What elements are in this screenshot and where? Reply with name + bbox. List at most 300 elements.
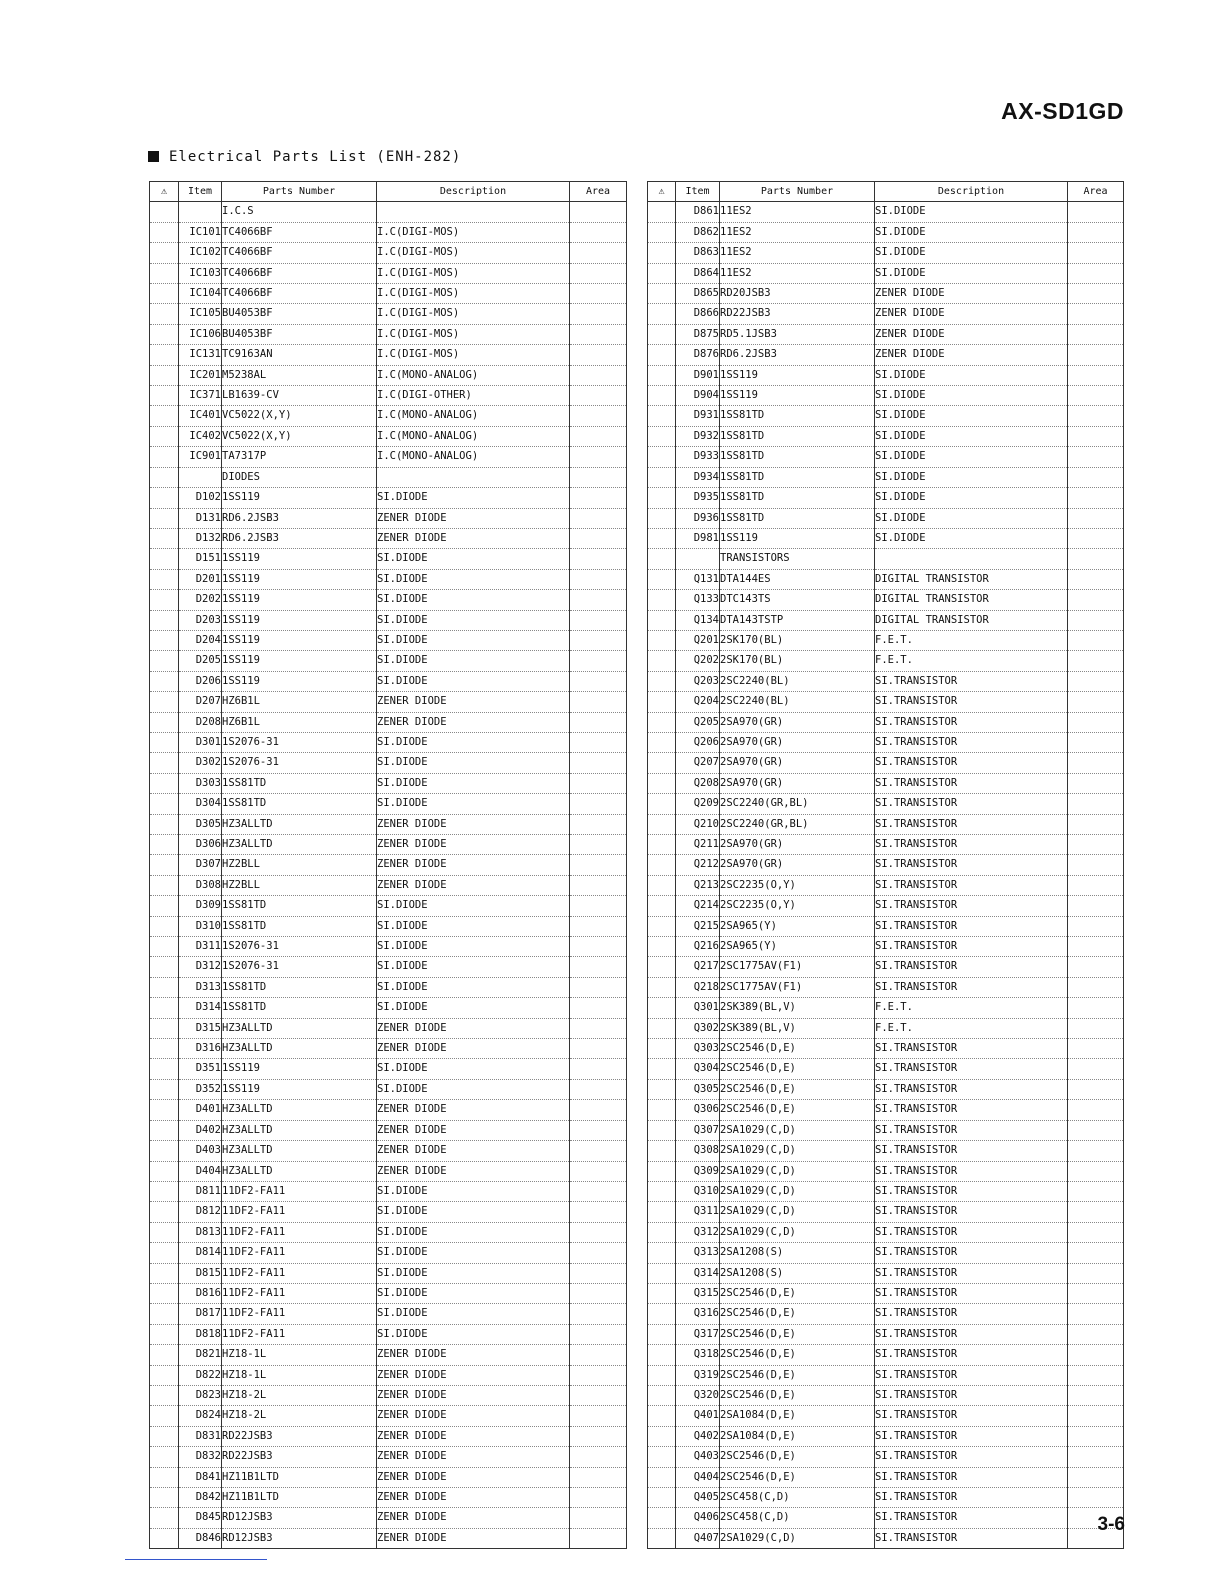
parts-number-cell: VC5022(X,Y) xyxy=(222,406,377,426)
safety-cell xyxy=(648,569,676,589)
table-row xyxy=(648,447,1124,467)
table-row xyxy=(150,712,627,732)
area-cell xyxy=(570,1467,627,1487)
safety-cell xyxy=(150,202,179,222)
description-cell: SI.DIODE xyxy=(377,732,570,752)
description-cell: I.C(DIGI-MOS) xyxy=(377,263,570,283)
area-cell xyxy=(570,794,627,814)
safety-cell xyxy=(648,1283,676,1303)
parts-number-cell: I.C.S xyxy=(222,202,377,222)
area-cell xyxy=(570,1161,627,1181)
item-cell: Q210 xyxy=(676,814,720,834)
description-cell: SI.DIODE xyxy=(377,671,570,691)
item-cell: D865 xyxy=(676,284,720,304)
table-row xyxy=(150,835,627,855)
safety-cell xyxy=(150,243,179,263)
parts-number-cell: RD22JSB3 xyxy=(222,1426,377,1446)
description-cell: DIGITAL TRANSISTOR xyxy=(875,590,1068,610)
table-row xyxy=(648,610,1124,630)
item-cell xyxy=(676,549,720,569)
table-row xyxy=(150,304,627,324)
safety-cell xyxy=(150,406,179,426)
table-row xyxy=(150,610,627,630)
table-row xyxy=(648,1181,1124,1201)
item-cell: D863 xyxy=(676,243,720,263)
area-cell xyxy=(570,1059,627,1079)
item-cell: D132 xyxy=(179,528,222,548)
area-column-header: Area xyxy=(1068,182,1124,202)
item-cell: D206 xyxy=(179,671,222,691)
table-row xyxy=(648,1222,1124,1242)
table-row xyxy=(150,1018,627,1038)
item-cell: D813 xyxy=(179,1222,222,1242)
parts-number-cell: HZ2BLL xyxy=(222,875,377,895)
table-row xyxy=(150,773,627,793)
safety-cell xyxy=(150,1141,179,1161)
table-header-row xyxy=(648,182,1124,202)
item-cell: Q214 xyxy=(676,896,720,916)
description-cell: SI.TRANSISTOR xyxy=(875,1120,1068,1140)
area-cell xyxy=(1068,467,1124,487)
area-cell xyxy=(1068,263,1124,283)
description-cell: SI.TRANSISTOR xyxy=(875,916,1068,936)
table-row xyxy=(648,1059,1124,1079)
table-row xyxy=(150,1079,627,1099)
safety-cell xyxy=(648,773,676,793)
page-number: 3-6 xyxy=(1097,1514,1125,1535)
description-cell: ZENER DIODE xyxy=(377,1467,570,1487)
description-cell: SI.TRANSISTOR xyxy=(875,1528,1068,1548)
area-cell xyxy=(570,651,627,671)
item-cell: Q307 xyxy=(676,1120,720,1140)
parts-number-cell: 2SC2546(D,E) xyxy=(720,1324,875,1344)
area-cell xyxy=(570,875,627,895)
item-cell: Q404 xyxy=(676,1467,720,1487)
safety-cell xyxy=(648,1324,676,1344)
area-cell xyxy=(1068,569,1124,589)
parts-number-cell: DIODES xyxy=(222,467,377,487)
area-cell xyxy=(1068,651,1124,671)
parts-number-cell: HZ3ALLTD xyxy=(222,1141,377,1161)
parts-number-cell: 1S2076-31 xyxy=(222,753,377,773)
parts-number-cell: HZ6B1L xyxy=(222,692,377,712)
safety-cell xyxy=(150,1324,179,1344)
parts-number-cell: HZ18-1L xyxy=(222,1365,377,1385)
safety-cell xyxy=(150,753,179,773)
item-cell: Q215 xyxy=(676,916,720,936)
item-cell: Q134 xyxy=(676,610,720,630)
safety-cell xyxy=(150,1059,179,1079)
safety-cell xyxy=(648,651,676,671)
item-cell: D864 xyxy=(676,263,720,283)
safety-cell xyxy=(648,467,676,487)
item-cell: D304 xyxy=(179,794,222,814)
safety-cell xyxy=(648,692,676,712)
area-cell xyxy=(1068,528,1124,548)
item-cell: Q211 xyxy=(676,835,720,855)
parts-number-cell: 11ES2 xyxy=(720,263,875,283)
parts-number-cell: TRANSISTORS xyxy=(720,549,875,569)
description-cell: SI.TRANSISTOR xyxy=(875,692,1068,712)
safety-cell xyxy=(150,1243,179,1263)
parts-number-cell: HZ3ALLTD xyxy=(222,1161,377,1181)
description-cell: ZENER DIODE xyxy=(377,1365,570,1385)
area-cell xyxy=(570,692,627,712)
safety-cell xyxy=(150,1100,179,1120)
parts-number-cell: 1SS119 xyxy=(222,1079,377,1099)
table-row xyxy=(648,569,1124,589)
description-column-header: Description xyxy=(875,182,1068,202)
area-cell xyxy=(570,1243,627,1263)
safety-cell xyxy=(150,447,179,467)
area-cell xyxy=(570,1079,627,1099)
item-cell: Q405 xyxy=(676,1488,720,1508)
area-cell xyxy=(1068,753,1124,773)
safety-cell xyxy=(150,937,179,957)
area-cell xyxy=(570,937,627,957)
parts-number-cell: 2SC2546(D,E) xyxy=(720,1467,875,1487)
description-column-header: Description xyxy=(377,182,570,202)
table-row xyxy=(150,937,627,957)
description-cell: ZENER DIODE xyxy=(377,508,570,528)
parts-number-cell: 2SC2546(D,E) xyxy=(720,1059,875,1079)
parts-number-cell: 2SA970(GR) xyxy=(720,712,875,732)
parts-number-cell: 1SS81TD xyxy=(222,977,377,997)
item-cell: IC201 xyxy=(179,365,222,385)
safety-cell xyxy=(150,222,179,242)
table-row xyxy=(150,222,627,242)
description-cell: ZENER DIODE xyxy=(377,1447,570,1467)
description-cell: SI.DIODE xyxy=(377,753,570,773)
parts-number-cell: 2SA970(GR) xyxy=(720,855,875,875)
parts-number-cell: 2SC2546(D,E) xyxy=(720,1345,875,1365)
safety-cell xyxy=(648,1120,676,1140)
area-cell xyxy=(1068,1447,1124,1467)
item-cell: IC104 xyxy=(179,284,222,304)
item-cell: IC105 xyxy=(179,304,222,324)
safety-cell xyxy=(648,610,676,630)
description-cell: F.E.T. xyxy=(875,998,1068,1018)
item-cell: D202 xyxy=(179,590,222,610)
area-cell xyxy=(570,1488,627,1508)
parts-number-cell: 1SS119 xyxy=(720,365,875,385)
item-cell: D352 xyxy=(179,1079,222,1099)
parts-number-cell: 11DF2-FA11 xyxy=(222,1324,377,1344)
description-cell: ZENER DIODE xyxy=(875,304,1068,324)
description-cell: SI.DIODE xyxy=(377,590,570,610)
description-cell: ZENER DIODE xyxy=(875,345,1068,365)
description-cell: SI.DIODE xyxy=(377,977,570,997)
item-cell: D401 xyxy=(179,1100,222,1120)
parts-number-cell: 1SS119 xyxy=(222,1059,377,1079)
parts-number-cell: 1SS119 xyxy=(222,569,377,589)
description-cell xyxy=(377,202,570,222)
table-row xyxy=(150,794,627,814)
safety-cell xyxy=(150,590,179,610)
parts-number-cell: 11DF2-FA11 xyxy=(222,1243,377,1263)
safety-cell xyxy=(648,1508,676,1528)
description-cell: SI.TRANSISTOR xyxy=(875,1385,1068,1405)
item-cell: D931 xyxy=(676,406,720,426)
safety-cell xyxy=(150,630,179,650)
safety-cell xyxy=(648,835,676,855)
item-cell: Q208 xyxy=(676,773,720,793)
description-cell: SI.TRANSISTOR xyxy=(875,1406,1068,1426)
safety-cell xyxy=(648,304,676,324)
safety-cell xyxy=(150,610,179,630)
item-cell: D814 xyxy=(179,1243,222,1263)
parts-table-left xyxy=(149,181,627,1549)
description-cell: SI.TRANSISTOR xyxy=(875,896,1068,916)
area-cell xyxy=(570,569,627,589)
section-row xyxy=(150,467,627,487)
table-row xyxy=(648,386,1124,406)
parts-number-cell: 2SC2235(O,Y) xyxy=(720,896,875,916)
table-row xyxy=(648,1467,1124,1487)
table-header-row xyxy=(150,182,627,202)
safety-cell xyxy=(648,222,676,242)
item-cell: Q303 xyxy=(676,1039,720,1059)
safety-cell xyxy=(648,814,676,834)
safety-cell xyxy=(648,1528,676,1548)
area-cell xyxy=(570,1283,627,1303)
table-row xyxy=(150,1059,627,1079)
description-cell: SI.DIODE xyxy=(377,937,570,957)
parts-number-cell: BU4053BF xyxy=(222,304,377,324)
parts-number-cell: 1SS81TD xyxy=(222,896,377,916)
area-cell xyxy=(570,447,627,467)
parts-number-cell: HZ3ALLTD xyxy=(222,814,377,834)
parts-number-cell: 2SC2235(O,Y) xyxy=(720,875,875,895)
description-cell: SI.TRANSISTOR xyxy=(875,753,1068,773)
description-cell: SI.TRANSISTOR xyxy=(875,1508,1068,1528)
safety-cell xyxy=(648,488,676,508)
area-cell xyxy=(1068,324,1124,344)
parts-number-cell: 1SS81TD xyxy=(720,488,875,508)
description-cell: SI.DIODE xyxy=(875,365,1068,385)
parts-number-cell: RD6.2JSB3 xyxy=(222,508,377,528)
item-cell: D204 xyxy=(179,630,222,650)
area-cell xyxy=(1068,345,1124,365)
area-cell xyxy=(1068,1304,1124,1324)
item-cell: D845 xyxy=(179,1508,222,1528)
parts-number-cell: DTC143TS xyxy=(720,590,875,610)
table-row xyxy=(150,671,627,691)
area-cell xyxy=(570,1304,627,1324)
safety-cell xyxy=(150,1406,179,1426)
table-row xyxy=(648,773,1124,793)
parts-number-cell: RD22JSB3 xyxy=(222,1447,377,1467)
description-cell: SI.DIODE xyxy=(875,528,1068,548)
area-cell xyxy=(1068,1345,1124,1365)
item-cell: D311 xyxy=(179,937,222,957)
table-row xyxy=(648,1100,1124,1120)
safety-cell xyxy=(648,365,676,385)
description-cell: SI.TRANSISTOR xyxy=(875,712,1068,732)
description-cell: ZENER DIODE xyxy=(377,855,570,875)
item-cell: Q401 xyxy=(676,1406,720,1426)
item-cell: D831 xyxy=(179,1426,222,1446)
area-cell xyxy=(570,304,627,324)
description-cell: SI.DIODE xyxy=(377,896,570,916)
table-row xyxy=(648,998,1124,1018)
area-cell xyxy=(1068,998,1124,1018)
description-cell: ZENER DIODE xyxy=(377,1100,570,1120)
parts-number-cell: TC4066BF xyxy=(222,263,377,283)
item-cell: Q403 xyxy=(676,1447,720,1467)
safety-cell xyxy=(648,1304,676,1324)
table-row xyxy=(648,814,1124,834)
safety-cell xyxy=(648,916,676,936)
table-row xyxy=(150,324,627,344)
safety-cell xyxy=(648,426,676,446)
parts-number-cell: VC5022(X,Y) xyxy=(222,426,377,446)
safety-cell xyxy=(150,1079,179,1099)
parts-number-cell: 2SC1775AV(F1) xyxy=(720,977,875,997)
parts-number-cell: TC4066BF xyxy=(222,284,377,304)
table-row xyxy=(648,345,1124,365)
parts-number-cell: 2SC2240(BL) xyxy=(720,692,875,712)
area-cell xyxy=(1068,1324,1124,1344)
area-cell xyxy=(570,916,627,936)
table-row xyxy=(648,916,1124,936)
safety-cell xyxy=(150,896,179,916)
description-cell: SI.TRANSISTOR xyxy=(875,732,1068,752)
item-cell: Q304 xyxy=(676,1059,720,1079)
description-cell: SI.TRANSISTOR xyxy=(875,794,1068,814)
area-cell xyxy=(570,426,627,446)
table-row xyxy=(648,202,1124,222)
description-cell: I.C(DIGI-MOS) xyxy=(377,345,570,365)
item-cell: D131 xyxy=(179,508,222,528)
description-cell: ZENER DIODE xyxy=(377,835,570,855)
table-row xyxy=(150,814,627,834)
safety-cell xyxy=(648,1181,676,1201)
safety-cell xyxy=(648,671,676,691)
parts-number-cell: 2SC2546(D,E) xyxy=(720,1079,875,1099)
area-cell xyxy=(570,549,627,569)
table-row xyxy=(648,875,1124,895)
safety-cell xyxy=(150,1202,179,1222)
parts-number-cell: HZ3ALLTD xyxy=(222,1120,377,1140)
description-cell: SI.TRANSISTOR xyxy=(875,1181,1068,1201)
parts-number-cell: M5238AL xyxy=(222,365,377,385)
safety-cell xyxy=(648,324,676,344)
parts-number-cell: HZ3ALLTD xyxy=(222,1039,377,1059)
description-cell: SI.DIODE xyxy=(377,1304,570,1324)
table-row xyxy=(648,977,1124,997)
area-cell xyxy=(1068,855,1124,875)
parts-number-cell: 2SC2546(D,E) xyxy=(720,1447,875,1467)
area-cell xyxy=(1068,1018,1124,1038)
section-title: Electrical Parts List (ENH-282) xyxy=(169,149,462,165)
table-row xyxy=(648,243,1124,263)
table-row xyxy=(648,1202,1124,1222)
parts-number-cell: 11ES2 xyxy=(720,222,875,242)
area-cell xyxy=(570,1447,627,1467)
item-cell: Q310 xyxy=(676,1181,720,1201)
safety-cell xyxy=(150,855,179,875)
table-row xyxy=(648,794,1124,814)
item-cell: D404 xyxy=(179,1161,222,1181)
description-cell: SI.DIODE xyxy=(377,1283,570,1303)
area-cell xyxy=(1068,1161,1124,1181)
safety-cell xyxy=(648,549,676,569)
area-cell xyxy=(570,263,627,283)
safety-cell xyxy=(648,875,676,895)
description-cell: DIGITAL TRANSISTOR xyxy=(875,610,1068,630)
area-cell xyxy=(570,630,627,650)
item-cell: D315 xyxy=(179,1018,222,1038)
parts-number-cell: 11DF2-FA11 xyxy=(222,1202,377,1222)
area-cell xyxy=(1068,732,1124,752)
parts-number-cell: 2SK389(BL,V) xyxy=(720,1018,875,1038)
safety-cell xyxy=(150,467,179,487)
table-row xyxy=(648,1018,1124,1038)
safety-cell xyxy=(150,345,179,365)
item-cell: D842 xyxy=(179,1488,222,1508)
safety-cell xyxy=(648,1365,676,1385)
area-cell xyxy=(570,1426,627,1446)
item-cell: Q203 xyxy=(676,671,720,691)
parts-number-cell: HZ3ALLTD xyxy=(222,1018,377,1038)
item-cell: D824 xyxy=(179,1406,222,1426)
parts-number-cell: 2SA1029(C,D) xyxy=(720,1222,875,1242)
description-cell: SI.TRANSISTOR xyxy=(875,875,1068,895)
area-cell xyxy=(1068,447,1124,467)
item-cell: D841 xyxy=(179,1467,222,1487)
description-cell: SI.DIODE xyxy=(875,426,1068,446)
description-cell: ZENER DIODE xyxy=(377,1018,570,1038)
safety-cell xyxy=(150,835,179,855)
parts-table-right-body xyxy=(648,202,1124,1549)
item-cell: Q314 xyxy=(676,1263,720,1283)
description-cell: SI.TRANSISTOR xyxy=(875,835,1068,855)
area-cell xyxy=(1068,1141,1124,1161)
area-cell xyxy=(1068,1079,1124,1099)
description-cell: I.C(MONO-ANALOG) xyxy=(377,426,570,446)
parts-number-cell: 2SA970(GR) xyxy=(720,773,875,793)
item-cell: D303 xyxy=(179,773,222,793)
area-cell xyxy=(1068,835,1124,855)
table-row xyxy=(150,1263,627,1283)
item-cell: D822 xyxy=(179,1365,222,1385)
safety-cell xyxy=(150,304,179,324)
area-cell xyxy=(570,590,627,610)
description-cell: SI.TRANSISTOR xyxy=(875,1141,1068,1161)
area-cell xyxy=(570,488,627,508)
item-cell: IC101 xyxy=(179,222,222,242)
safety-cell xyxy=(150,1120,179,1140)
area-cell xyxy=(570,202,627,222)
area-cell xyxy=(570,1528,627,1548)
parts-number-cell: 1SS81TD xyxy=(222,773,377,793)
model-number: AX-SD1GD xyxy=(1001,98,1124,124)
table-row xyxy=(150,284,627,304)
parts-number-cell: 2SC458(C,D) xyxy=(720,1488,875,1508)
area-cell xyxy=(1068,590,1124,610)
area-cell xyxy=(570,1181,627,1201)
area-cell xyxy=(570,406,627,426)
safety-cell xyxy=(648,1406,676,1426)
description-cell: SI.DIODE xyxy=(875,202,1068,222)
description-cell: SI.DIODE xyxy=(875,447,1068,467)
description-cell: ZENER DIODE xyxy=(377,1039,570,1059)
safety-cell xyxy=(150,1447,179,1467)
table-row xyxy=(648,1263,1124,1283)
area-cell xyxy=(570,345,627,365)
table-row xyxy=(150,386,627,406)
